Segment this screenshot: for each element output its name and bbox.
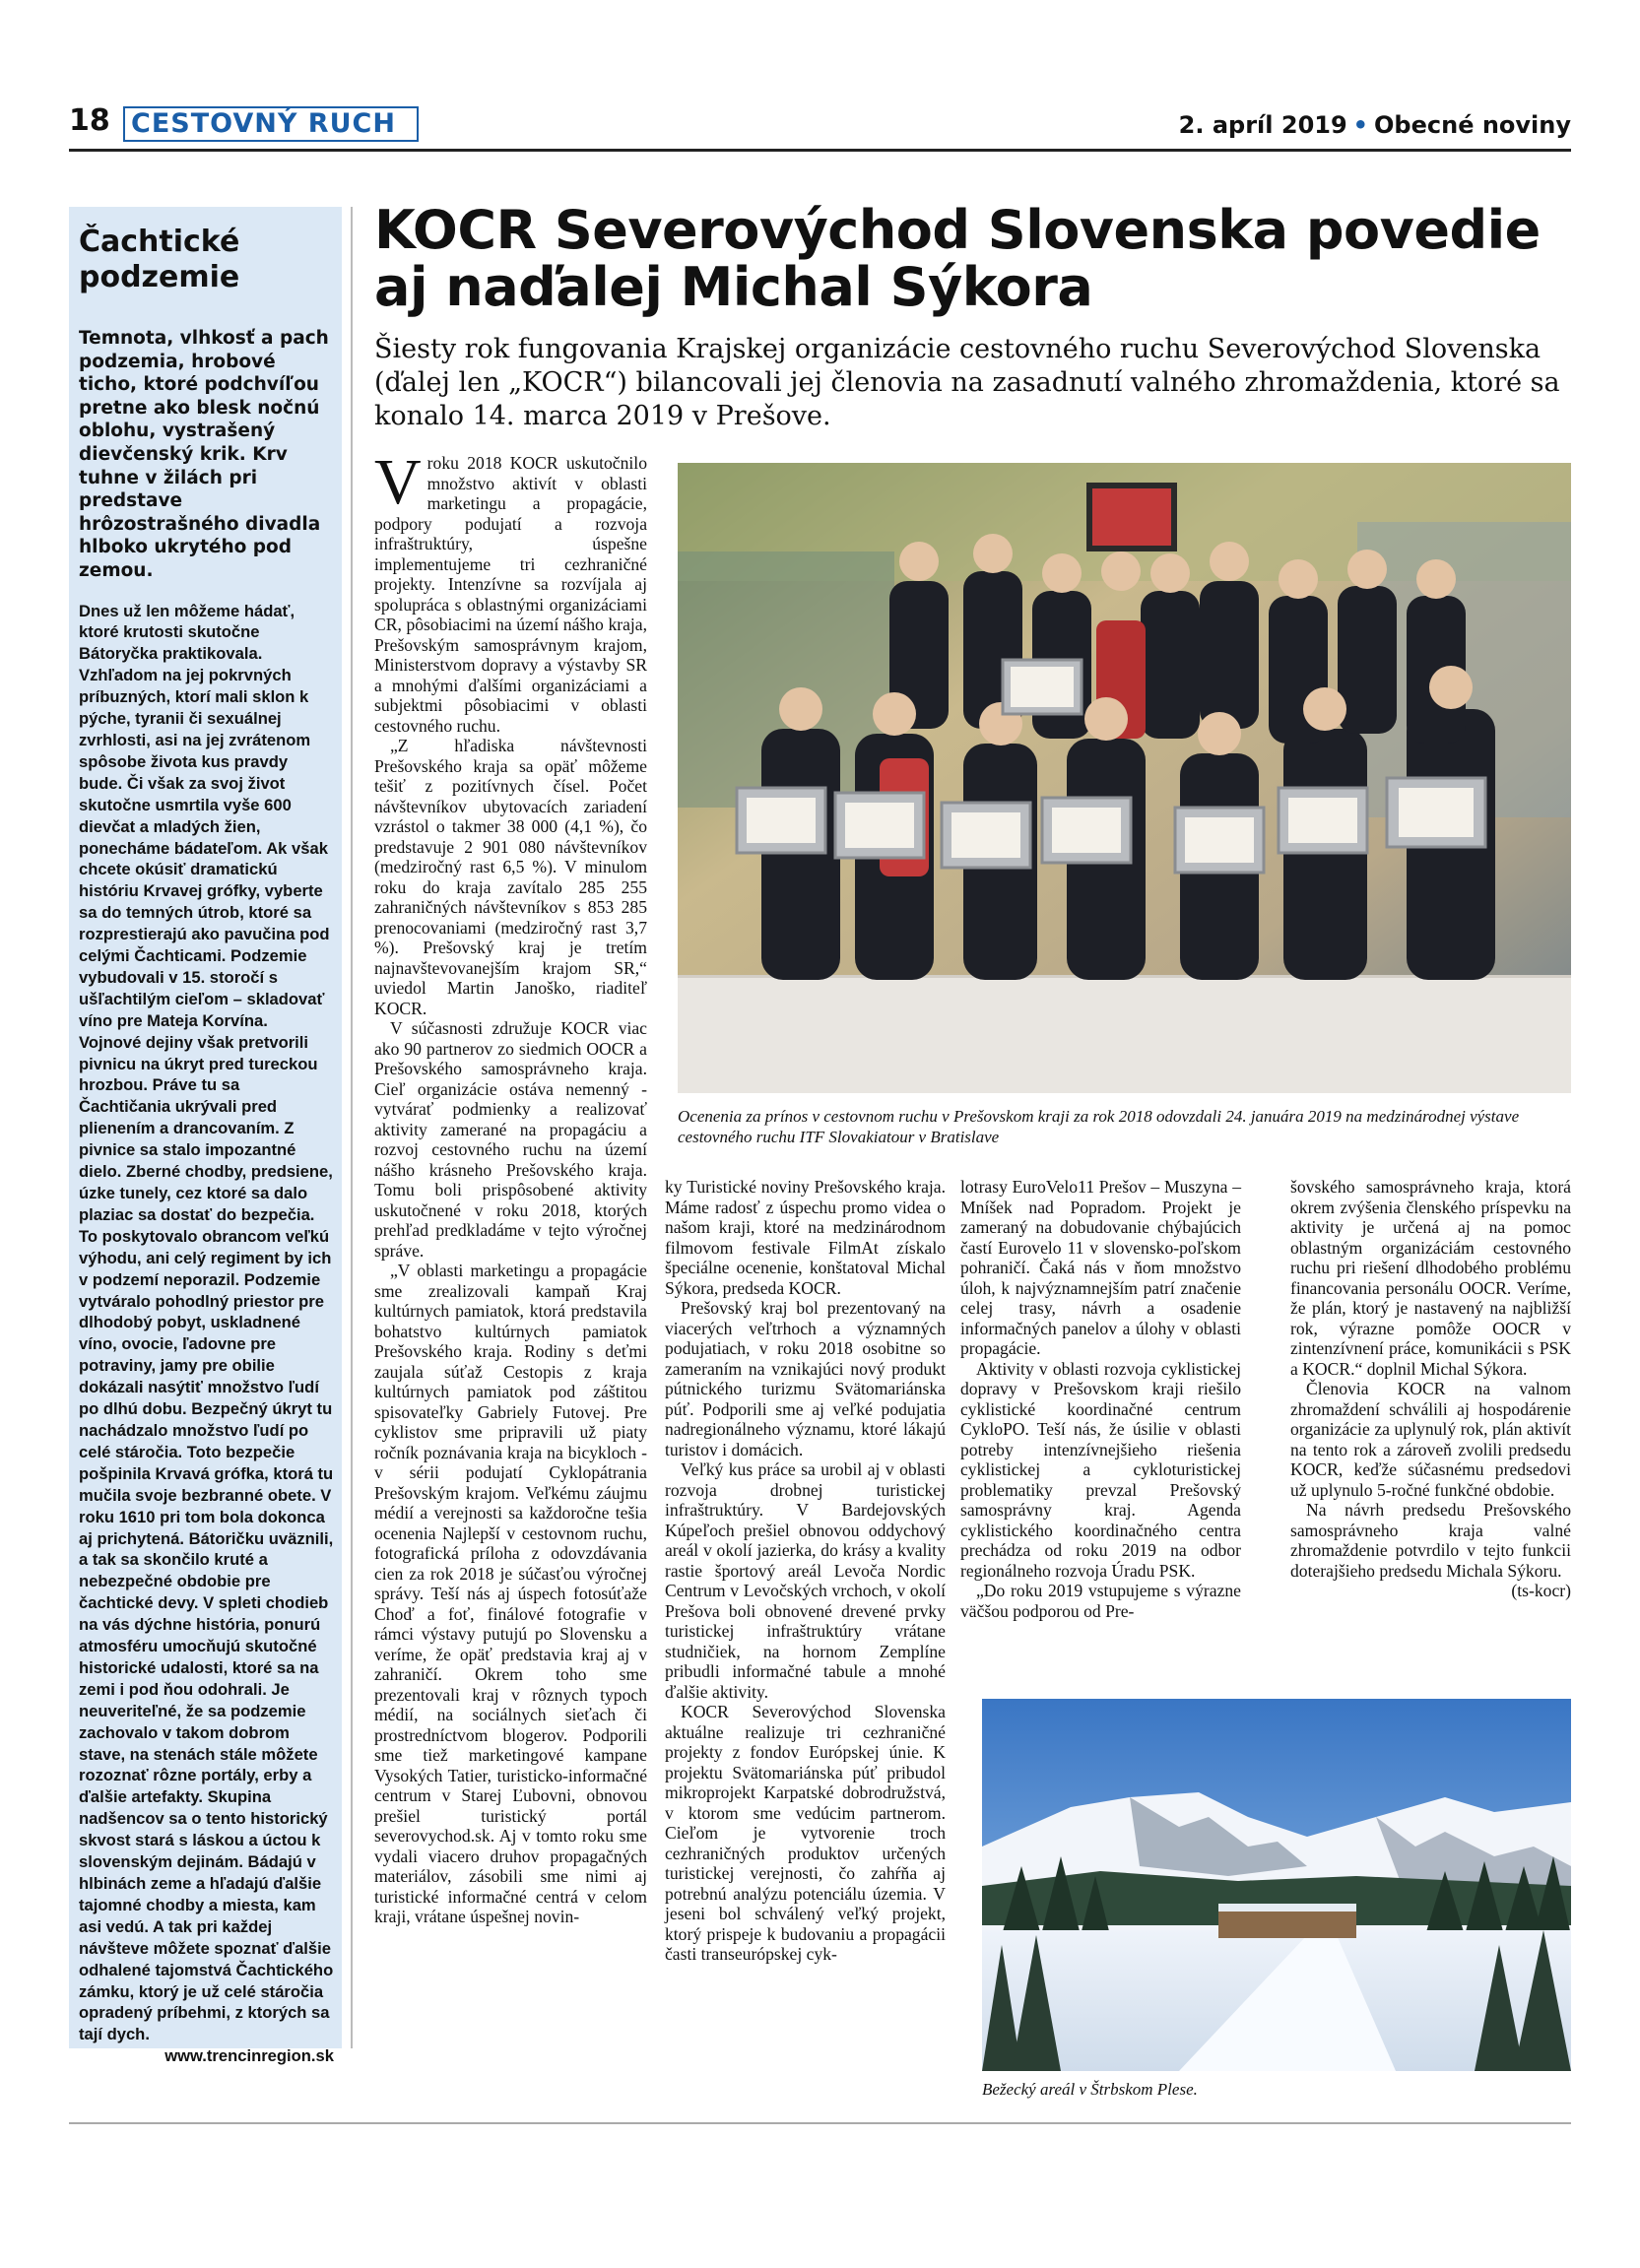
article-paragraph: Veľký kus práce sa urobil aj v oblasti rozvoja drobnej turistickej infraštruktúry. V Bardejovských Kúpeľoch prešiel obnovou oddychový areál v okolí jazierka, do krásy a kvality rastie športový areál Levoča Nordic Centrum v Levočských vrchoch, v okolí Prešova boli obnovené drevené prvky turistickej infraštruktúry vrátane studničiek, na hornom Zemplíne pribudli informačné tabule a mnohé ďalšie aktivity. bbox=[665, 1459, 946, 1702]
article-paragraph: V súčasnosti združuje KOCR viac ako 90 partnerov zo siedmich OOCR a Prešovského samosprávneho kraja. Cieľ organizácie ostáva nemenný - vytvárať podmienky a realizovať aktivity zamerané na propagáciu a rozvoj cestovného ruchu na území nášho krásneho Prešovského kraja. Tomu boli prispôsobené aktivity uskutočnené v roku 2018, ktorých prehľad predkladáme v tejto výročnej správe. bbox=[374, 1018, 647, 1261]
headline: KOCR Severovýchod Slovenska povedie aj naďalej Michal Sýkora bbox=[374, 199, 1541, 318]
separator-dot: • bbox=[1352, 111, 1369, 139]
sidebar-box bbox=[69, 207, 342, 2066]
publication-name: Obecné noviny bbox=[1374, 111, 1571, 139]
issue-date: 2. apríl 2019 bbox=[1178, 111, 1347, 139]
sidebar-body: Dnes už len môžeme hádať, ktoré krutosti skutočne Bátoryčka praktikovala. Vzhľadom na jej pokrvných príbuzných, ktorí mali sklon k pýche, tyranii či sexuálnej zvrhlosti, asi na jej zvrátenom spôsobe života kus pravdy bude. Či však za svoj život skutočne usmrtila vyše 600 dievčat a mladých žien, ponecháme bádateľom. Ak však chcete okúsiť dramatickú históriu Krvavej grófky, vyberte sa do temných útrob, ktoré sa rozprestierajú ako pavučina pod celými Čachticami. Podzemie vybudovali v 15. storočí s ušľachtilým cieľom – skladovať víno pre Mateja Korvína. Vojnové dejiny však pretvorili pivnicu na úkryt pred tureckou hrozbou. Práve tu sa Čachtičania ukrývali pred plienením a drancovaním. Z pivnice sa stalo impozantné dielo. Zberné chodby, predsiene, úzke tunely, cez ktoré sa dalo plaziac sa dostať do bezpečia. To poskytovalo obrancom veľkú výhodu, ani celý regiment by ich v podzemí neporazil. Podzemie vytváralo pohodlný priestor pre dlhodobý pobyt, uskladnené víno, ovocie, ľadovne pre potraviny, jamy pre obilie dokázali nasýtiť množstvo ľudí po dlhú dobu. Bezpečný úkryt tu nachádzalo množstvo ľudí po celé stáročia. Toto bezpečie pošpinila Krvavá grófka, ktorá tu mučila svoje bezbranné obete. V roku 1610 pri tom bola dokonca aj prichytená. Bátoričku uväznili, a tak sa skončilo kruté a nebezpečné obdobie pre čachtické devy. V spleti chodieb na vás dýchne história, ponurú atmosféru umocňujú skutočné historické udalosti, ktoré sa na zemi i pod ňou odohrali. Je neuveriteľné, že sa podzemie zachovalo v takom dobrom stave, na stenách stále môžete rozoznať rôzne portály, erby a ďalšie artefakty. Skupina nadšencov sa o tento historický skvost stará s láskou a úctou k slovenským dejinám. Bádajú v hlbinách zeme a hľadajú ďalšie tajomné chodby a miesta, kam asi vedú. A tak pri každej návšteve môžete spoznať ďalšie odhalené tajomstvá Čachtického zámku, ktorý je už celé stáročia opradený príbehmi, z ktorých sa tají dych. bbox=[79, 601, 334, 2044]
article-column-3 bbox=[960, 1177, 1241, 1621]
article-paragraph: KOCR Severovýchod Slovenska aktuálne realizuje tri cezhraničné projekty z fondov Európskej únie. K projektu Svätomariánska púť pribudol mikroprojekt Karpatské dobrodružstvá, v ktorom sme vedúcim partnerom. Cieľom je vytvorenie troch cezhraničných produktov určených turistickej verejnosti, čo zahŕňa aj potrebnú analýzu potenciálu územia. V jeseni bol schválený veľký projekt, ktorý prispeje k budovaniu a propagácii časti transeurópskej cyk- bbox=[665, 1702, 946, 1964]
ski-area-photo-image bbox=[982, 1699, 1571, 2071]
article-paragraph: Prešovský kraj bol prezentovaný na viacerých veľtrhoch a významných podujatiach, v roku 2018 osobitne so zameraním na vznikajúci nový produkt pútnického turizmu Svätomariánska púť. Podporili sme aj veľké podujatia nadregionálneho významu, ktoré lákajú turistov i domácich. bbox=[665, 1298, 946, 1459]
article-paragraph bbox=[374, 446, 647, 736]
article-column-2 bbox=[665, 1177, 946, 1965]
award-ceremony-photo bbox=[678, 463, 1571, 1093]
section-label: CESTOVNÝ RUCH bbox=[123, 106, 419, 142]
photo-caption: Ocenenia za prínos v cestovnom ruchu v Prešovskom kraji za rok 2018 odovzdali 24. januára 2019 na medzinárodnej výstave cestovného ruchu ITF Slovakiatour v Bratislave bbox=[678, 1107, 1520, 1146]
sidebar-title bbox=[79, 225, 334, 295]
sidebar-lead: Temnota, vlhkosť a pach podzemia, hrobové ticho, ktoré podchvíľou pretne ako blesk nočnú oblohu, vystrašený dievčenský krik. Krv tuhne v žilách pri predstave hrôzostrašného divadla hlboko ukrytého pod zemou. bbox=[79, 328, 329, 581]
article-column-4 bbox=[1290, 1177, 1571, 1601]
drop-cap: V bbox=[374, 446, 422, 518]
sidebar-title-line2: podzemie bbox=[79, 260, 240, 294]
ski-area-photo bbox=[982, 1699, 1571, 2071]
article-paragraph: Aktivity v oblasti rozvoja cyklistickej dopravy v Prešovskom kraji riešilo cyklistické koordinačné centrum CykloPO. Teší nás, že úsilie v oblasti potreby intenzívnejšieho riešenia cyklistickej a cykloturistickej problematiky prevzal Prešovský samosprávny kraj. Agenda cyklistického koordinačného centra prechádza od roku 2019 na odbor regionálneho rozvoja Úradu PSK. bbox=[960, 1358, 1241, 1581]
award-ceremony-photo-image bbox=[678, 463, 1571, 1093]
article-paragraph: Členovia KOCR na valnom zhromaždení schválili aj hospodárenie organizácie za uplynulý rok, plán aktivít na tento rok a zároveň zvolili predsedu KOCR, keďže súčasnému predsedovi už uplynulo 5-ročné funkčné obdobie. bbox=[1290, 1379, 1571, 1500]
article-paragraph: ky Turistické noviny Prešovského kraja. Máme radosť z úspechu promo videa o našom kraji, ktoré na medzinárodnom filmovom festivale FilmAt získalo špeciálne ocenenie, konštatoval Michal Sýkora, predseda KOCR. bbox=[665, 1177, 946, 1298]
page-number: 18 bbox=[69, 103, 110, 138]
article-lead: Šiesty rok fungovania Krajskej organizácie cestovného ruchu Severovýchod Slovenska (ďalej len „KOCR“) bilancovali jej členovia na zasadnutí valného zhromaždenia, ktoré sa konalo 14. marca 2019 v Prešove. bbox=[374, 334, 1560, 431]
issue-line bbox=[1179, 111, 1571, 139]
article-paragraph: Na návrh predsedu Prešovského samosprávneho kraja valné zhromaždenie potvrdilo v tejto funkcii doterajšieho predsedu Michala Sýkoru. bbox=[1290, 1500, 1571, 1581]
sidebar-title-line1: Čachtické bbox=[79, 225, 240, 259]
article-paragraph: „V oblasti marketingu a propagácie sme zrealizovali kampaň Kraj kultúrnych pamiatok, ktorá predstavila bohatstvo kultúrnych pamiatok Prešovského kraja. Rodiny s deťmi zaujala súťaž Cestopis z kraja kultúrnych pamiatok pod záštitou spisovateľky Gabriely Futovej. Pre cyklistov sme pripravili už piaty ročník poznávania kraja na bicykloch - v sérii podujatí Cyklopátrania Prešovským krajom. Veľkému záujmu médií a verejnosti sa každoročne tešia ocenenia Najlepší v cestovnom ruchu, fotografická príloha z odovzdávania cien za rok 2018 je súčasťou výročnej správy. Teší nás aj úspech fotosúťaže Choď a foť, finálové fotografie v rámci výstavy putujú po Slovensku a veríme, že opäť predstavia kraj aj v zahraničí. Okrem toho sme prezentovali kraj v rôznych typoch médií, na sociálnych sieťach či prostredníctvom blogerov. Podporili sme tiež marketingové kampane Vysokých Tatier, turisticko-informačné centrum v Starej Ľubovni, obnovou prešiel turistický portál severovychod.sk. Aj v tomto roku sme vydali viacero druhov propagačných materiálov, zásobili sme nimi aj turistické informačné centrá v celom kraji, vrátane úspešnej novin- bbox=[374, 1261, 647, 1926]
article-column-1 bbox=[374, 446, 647, 1927]
column-rule bbox=[351, 207, 353, 2048]
article-paragraph: šovského samosprávneho kraja, ktorá okrem zvýšenia členského príspevku na aktivity je určená aj na pomoc oblastným organizáciám cestovného ruchu pri riešení dlhodobého problému financovania personálu OOCR. Veríme, že plán, ktorý je nastavený na najbližší rok, výrazne pomôže OOCR v zintenzívnení práce, komunikácii s PSK a KOCR.“ doplnil Michal Sýkora. bbox=[1290, 1177, 1571, 1379]
footer-rule bbox=[69, 2122, 1571, 2124]
article-paragraph: „Z hľadiska návštevnosti Prešovského kraja sa opäť môžeme tešiť z pozitívnych čísel. Počet návštevníkov ubytovacích zariadení vzrástol o takmer 38 000 (4,1 %), čo predstavuje 2 901 080 návštevníkov (medziročný rast 6,5 %). V minulom roku do kraja zavítalo 285 255 zahraničných návštevníkov s 853 285 prenocovaniami (medziročný rast 3,7 %). Prešovský kraj je tretím najnavštevovanejším krajom SR,“ uviedol Martin Janoško, riaditeľ KOCR. bbox=[374, 736, 647, 1018]
photo-caption: Bežecký areál v Štrbskom Plese. bbox=[982, 2080, 1198, 2099]
article-signature: (ts-kocr) bbox=[1511, 1581, 1571, 1600]
paragraph-text: roku 2018 KOCR uskutočnilo množstvo aktivít v oblasti marketingu a propagácie, podpory podujatí a rozvoja infraštruktúry, úspešne implementujeme tri cezhraničné projekty. Intenzívne sa rozvíjala aj spolupráca s oblastnými organizáciami CR, pôsobiacimi na území nášho kraja, Prešovským samosprávnym krajom, Ministerstvom dopravy a výstavby SR a mnohými ďalšími organizáciami a subjektmi pôsobiacimi v oblasti cestovného ruchu. bbox=[374, 453, 647, 736]
header-rule bbox=[69, 149, 1571, 152]
sidebar-source: www.trencinregion.sk bbox=[164, 2046, 334, 2066]
article-paragraph: „Do roku 2019 vstupujeme s výrazne väčšou podporou od Pre- bbox=[960, 1581, 1241, 1621]
article-paragraph: lotrasy EuroVelo11 Prešov – Muszyna – Mníšek nad Popradom. Projekt je zameraný na dobudovanie chýbajúcich častí Eurovelo 11 v slovensko-poľskom pohraničí. Čaká nás v ňom množstvo úloh, k najvýznamnejším patrí značenie celej trasy, návrh a osadenie informačných panelov a úlohy v oblasti propagácie. bbox=[960, 1177, 1241, 1358]
